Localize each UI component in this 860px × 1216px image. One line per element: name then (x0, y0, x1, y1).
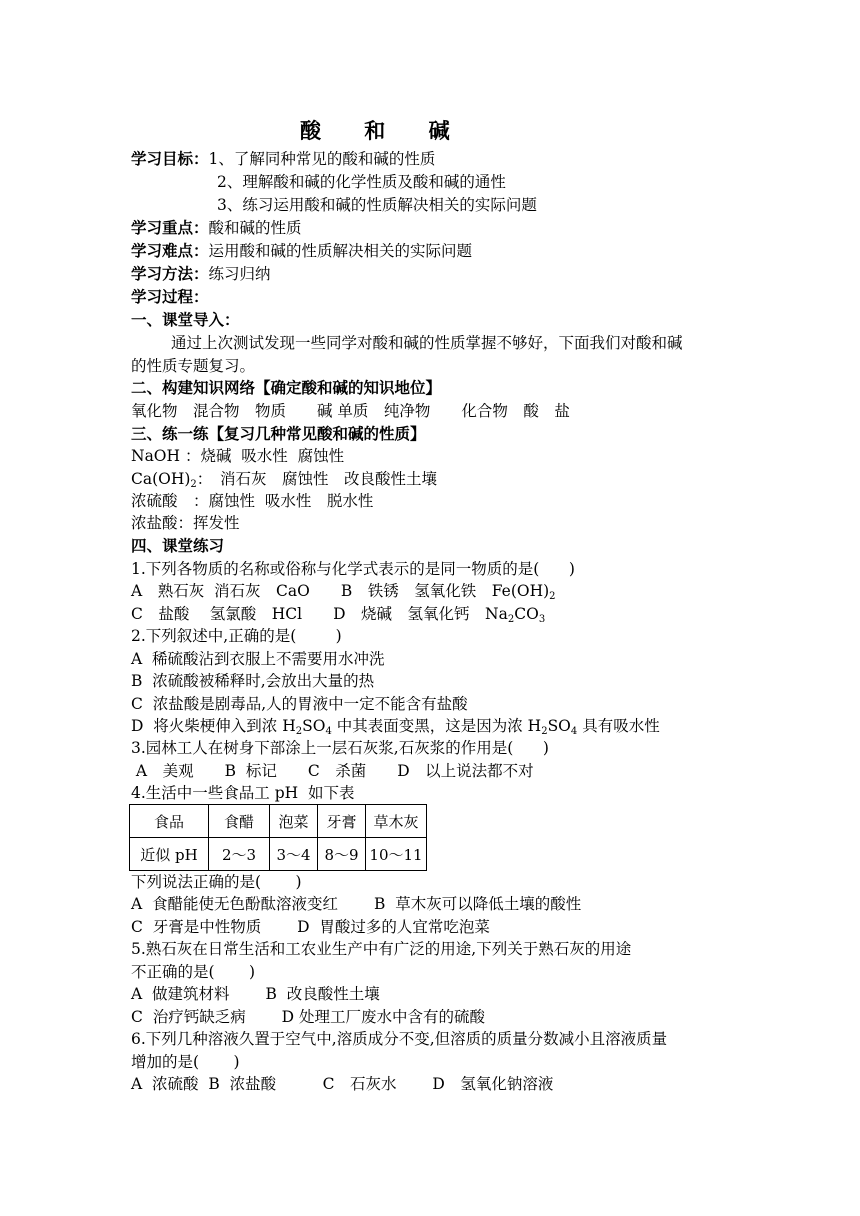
q2-d-part-4: SO (547, 717, 571, 735)
caoh-sub: 2 (190, 479, 197, 490)
q4-options-ab: A 食醋能使无色酚酞溶液变红 B 草木灰可以降低土壤的酸性 (131, 895, 582, 913)
ph-table-cell: 近似 pH (130, 838, 209, 871)
q4-prompt: 下列说法正确的是( ) (131, 873, 302, 891)
q5-options-ab: A 做建筑材料 B 改良酸性土壤 (131, 985, 380, 1003)
q1-options-ab (131, 580, 556, 602)
q2-option-a: A 稀硫酸沾到衣服上不需要用水冲洗 (131, 650, 385, 668)
ph-table-header-row (130, 805, 427, 838)
q6-options: A 浓硫酸 B 浓盐酸 C 石灰水 D 氢氧化钠溶液 (131, 1075, 554, 1093)
q2-option-b: B 浓硫酸被稀释时,会放出大量的热 (131, 672, 375, 690)
goals-label: 学习目标： (131, 149, 209, 168)
page-title: 酸 和 碱 (300, 118, 468, 143)
goal-3: 3、练习运用酸和碱的性质解决相关的实际问题 (217, 196, 537, 214)
section-2-terms: 氧化物 混合物 物质 碱 单质 纯净物 化合物 酸 盐 (131, 402, 570, 420)
ph-table-header-cell: 食醋 (209, 805, 270, 838)
difficulty-label: 学习难点： (131, 241, 209, 260)
q4-stem: 4.生活中一些食品工 pH 如下表 (131, 784, 355, 802)
q5-options-cd: C 治疗钙缺乏病 D 处理工厂废水中含有的硫酸 (131, 1008, 485, 1026)
q2-d-sub-1: 2 (295, 726, 303, 737)
focus-label: 学习重点： (131, 218, 209, 237)
caoh-formula: Ca(OH) (131, 470, 191, 488)
method-text: 练习归纳 (208, 265, 271, 283)
naoh-line: NaOH ：烧碱 吸水性 腐蚀性 (131, 447, 345, 465)
hcl-line: 浓盐酸：挥发性 (131, 514, 240, 532)
caoh-line (131, 468, 437, 490)
q2-d-sub-2: 4 (325, 726, 332, 737)
ph-table-cell: 2～3 (209, 838, 270, 871)
q1-cd-sub-2: 3 (538, 614, 546, 625)
section-1-heading: 一、课堂导入： (131, 310, 240, 329)
q1-options-cd (131, 603, 545, 625)
section-1-paragraph-2: 的性质专题复习。 (131, 357, 256, 375)
ph-table (129, 804, 427, 871)
goals-line-1 (131, 148, 435, 170)
method-line (131, 263, 271, 285)
q1-cd-mid: CO (514, 605, 539, 623)
q2-d-sub-3: 2 (541, 726, 548, 737)
ph-table-header-cell: 食品 (130, 805, 209, 838)
q2-option-c: C 浓盐酸是剧毒品,人的胃液中一定不能含有盐酸 (131, 695, 468, 713)
method-label: 学习方法： (131, 264, 209, 283)
q4-options-cd: C 牙膏是中性物质 D 胃酸过多的人宜常吃泡菜 (131, 918, 490, 936)
ph-table-header-cell: 牙膏 (318, 805, 366, 838)
q1-options-cd-text: C 盐酸 氢氯酸 HCl D 烧碱 氢氧化钙 Na (131, 605, 508, 623)
q2-stem: 2.下列叙述中,正确的是( ) (131, 627, 342, 645)
q1-options-ab-text: A 熟石灰 消石灰 CaO B 铁锈 氢氧化铁 Fe(OH) (131, 582, 550, 600)
section-2-heading: 二、构建知识网络【确定酸和碱的知识地位】 (131, 378, 442, 397)
q2-d-part-1: D 将火柴梗伸入到浓 H (131, 717, 296, 735)
ph-table-cell: 3～4 (270, 838, 318, 871)
q1-ab-sub: 2 (549, 591, 556, 602)
q1-cd-sub-1: 2 (507, 614, 515, 625)
caoh-rest: ： 消石灰 腐蚀性 改良酸性土壤 (196, 470, 438, 488)
process-label: 学习过程： (131, 287, 209, 306)
h2so4-line: 浓硫酸 ：腐蚀性 吸水性 脱水性 (131, 492, 374, 510)
q2-d-sub-4: 4 (570, 726, 578, 737)
q5-stem-1: 5.熟石灰在日常生活和工农业生产中有广泛的用途,下列关于熟石灰的用途 (131, 940, 632, 958)
q3-stem: 3.园林工人在树身下部涂上一层石灰浆,石灰浆的作用是( ) (131, 739, 549, 757)
q1-stem: 1.下列各物质的名称或俗称与化学式表示的是同一物质的是( ) (131, 560, 575, 578)
focus-text: 酸和碱的性质 (208, 219, 302, 237)
q5-stem-2: 不正确的是( ) (131, 963, 256, 981)
q6-stem-1: 6.下列几种溶液久置于空气中,溶质成分不变,但溶质的质量分数减小且溶液质量 (131, 1030, 668, 1048)
q2-d-part-2: SO (302, 717, 326, 735)
goal-1: 1、了解同种常见的酸和碱的性质 (208, 150, 436, 168)
q2-option-d (131, 715, 660, 737)
section-1-paragraph-1: 通过上次测试发现一些同学对酸和碱的性质掌握不够好，下面我们对酸和碱 (171, 334, 683, 352)
ph-table-cell: 8～9 (318, 838, 366, 871)
ph-table-row (130, 838, 427, 871)
focus-line (131, 217, 302, 239)
ph-table-cell: 10～11 (366, 838, 427, 871)
section-3-heading: 三、练一练【复习几种常见酸和碱的性质】 (131, 424, 426, 443)
goal-2: 2、理解酸和碱的化学性质及酸和碱的通性 (217, 173, 506, 191)
section-4-heading: 四、课堂练习 (131, 536, 225, 555)
ph-table-header-cell: 草木灰 (366, 805, 427, 838)
q3-options: A 美观 B 标记 C 杀菌 D 以上说法都不对 (131, 762, 534, 780)
q6-stem-2: 增加的是( ) (131, 1053, 240, 1071)
q2-d-part-5: 具有吸水性 (577, 717, 660, 735)
q2-d-part-3: 中其表面变黑，这是因为浓 H (331, 717, 542, 735)
difficulty-text: 运用酸和碱的性质解决相关的实际问题 (208, 242, 473, 260)
difficulty-line (131, 240, 472, 262)
ph-table-header-cell: 泡菜 (270, 805, 318, 838)
